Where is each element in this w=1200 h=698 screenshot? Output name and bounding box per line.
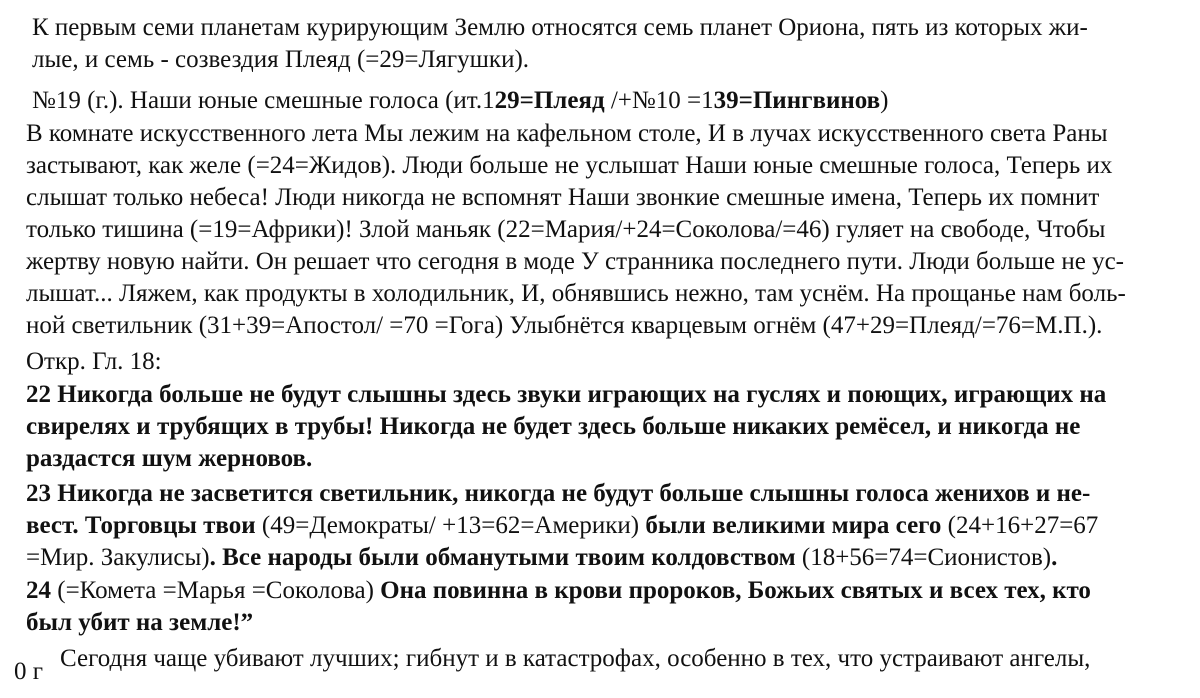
- song-lyrics: [26, 118, 1186, 342]
- song-line: только тишина (=19=Африки)! Злой маньяк (22=Мария/+24=Соколова/=46) гуляет на свободе, Чтобы: [26, 216, 1106, 243]
- verse-23-normal: (24+16+27=67: [941, 512, 1099, 539]
- song-title: [32, 85, 1192, 117]
- verse-24-line-1: [26, 575, 1186, 607]
- verse-23-bold: вест. Торговцы твои: [26, 512, 256, 539]
- page-number: 0 г: [14, 658, 44, 685]
- intro-line-2: лые, и семь - созвездия Плеяд (=29=Лягушки).: [32, 46, 530, 73]
- scripture-reference: [26, 346, 1186, 378]
- verse-24-line-2: был убит на земле!”: [26, 609, 254, 636]
- verse-24-number: 24: [26, 577, 51, 604]
- verse-24: [26, 575, 1186, 639]
- song-title-suffix: ): [880, 87, 889, 114]
- song-title-bold-2: 39=Пингвинов: [713, 87, 881, 114]
- verse-23: [26, 478, 1186, 574]
- reference-text: Откр. Гл. 18:: [26, 348, 162, 375]
- song-title-line: [32, 85, 1192, 117]
- song-line: застывают, как желе (=24=Жидов). Люди больше не услышат Наши юные смешные голоса, Теперь их: [26, 152, 1113, 179]
- verse-23-normal: (18+56=74=Сионистов): [795, 544, 1052, 571]
- song-line: лышат... Ляжем, как продукты в холодильник, И, обнявшись нежно, там уснём. На прощанье нам боль-: [26, 280, 1126, 307]
- song-title-middle: /+№10 =1: [604, 87, 714, 114]
- verse-23-normal: =Мир. Закулисы): [26, 544, 210, 571]
- verse-24-bold: Она повинна в крови пророков, Божьих святых и всех тех, кто: [380, 577, 1091, 604]
- verse-22-line: свирелях и трубящих в трубы! Никогда не будет здесь больше никаких ремёсел, и никогда не: [26, 413, 1081, 440]
- verse-23-line-1: 23 Никогда не засветится светильник, никогда не будут больше слышны голоса женихов и не-: [26, 480, 1091, 507]
- verse-24-normal: (=Комета =Марья =Соколова): [51, 577, 381, 604]
- song-line: В комнате искусственного лета Мы лежим на кафельном столе, И в лучах искусственного света Раны: [26, 120, 1108, 147]
- intro-paragraph: [32, 12, 1192, 76]
- verse-23-line-2: [26, 510, 1186, 542]
- closing-paragraph: [60, 643, 1200, 675]
- verse-22-line: раздастся шум жерновов.: [26, 445, 313, 472]
- song-line: слышат только небеса! Люди никогда не вспомнят Наши звонкие смешные имена, Теперь их помнит: [26, 184, 1100, 211]
- song-title-prefix: №19 (г.). Наши юные смешные голоса (ит.1: [32, 87, 495, 114]
- verse-23-bold: были великими мира сего: [645, 512, 942, 539]
- verse-23-line-3: [26, 542, 1186, 574]
- intro-line-1: К первым семи планетам курирующим Землю относятся семь планет Ориона, пять из которых жи-: [32, 14, 1088, 41]
- song-line: жертву новую найти. Он решает что сегодня в моде У странника последнего пути. Люди больше не ус-: [26, 248, 1124, 275]
- verse-23-normal: (49=Демократы/ +13=62=Америки): [255, 512, 646, 539]
- closing-line: Сегодня чаще убивают лучших; гибнут и в катастрофах, особенно в тех, что устраивают ангелы,: [60, 645, 1091, 672]
- verse-23-bold: . Все народы были обманутыми твоим колдовством: [209, 544, 796, 571]
- song-line: ной светильник (31+39=Апостол/ =70 =Гога) Улыбнётся кварцевым огнём (47+29=Плеяд/=76=М.П.).: [26, 312, 1103, 339]
- verse-22-line: 22 Никогда больше не будут слышны здесь звуки играющих на гуслях и поющих, играющих на: [26, 381, 1107, 408]
- verse-22: [26, 379, 1186, 475]
- verse-23-bold: .: [1051, 544, 1058, 571]
- song-title-bold-1: 29=Плеяд: [494, 87, 605, 114]
